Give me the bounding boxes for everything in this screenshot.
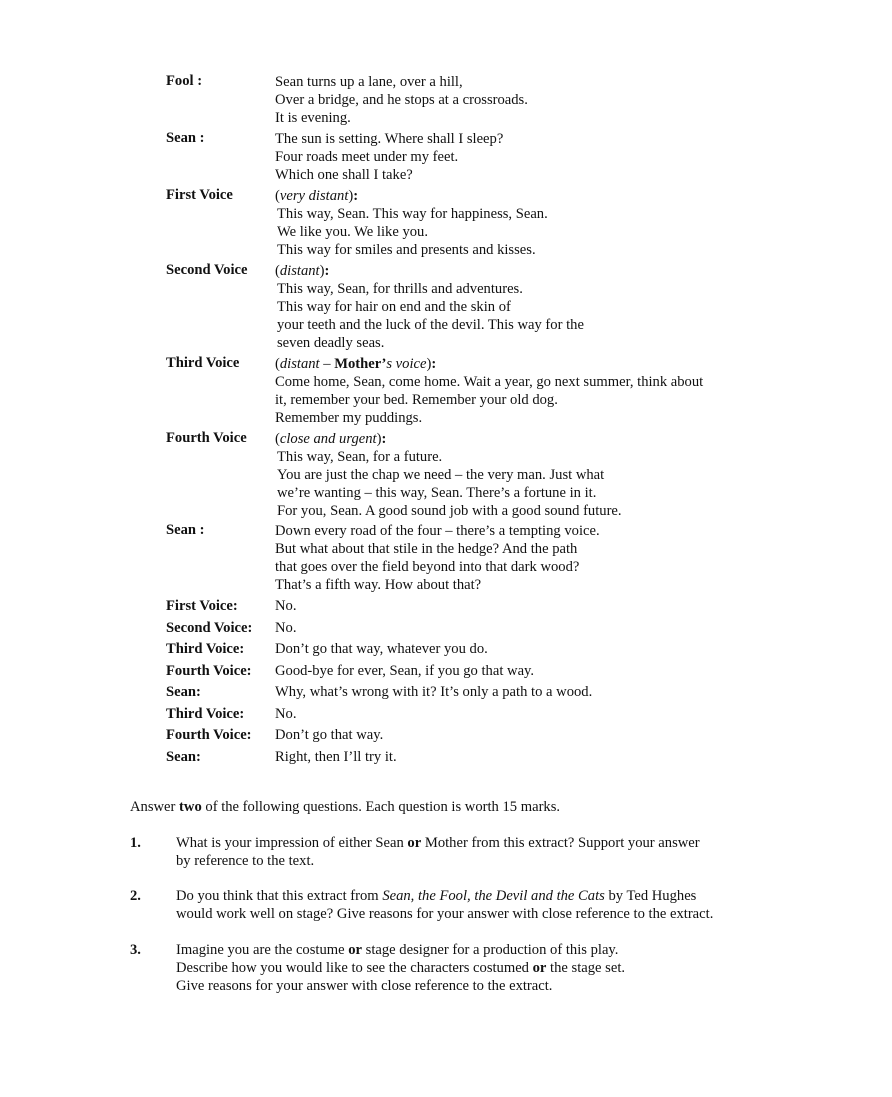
speech-text [275,430,622,520]
question-line: Imagine you are the costume or stage designer for a production of this play. [176,942,619,958]
stage-direction: (distant): [275,263,330,279]
speech-line: Over a bridge, and he stops at a crossroads. [275,92,528,108]
speech-line: No. [275,706,297,722]
speech-text [275,522,600,594]
speech-text [275,130,503,184]
instructions-emphasis: two [179,799,202,815]
speech-line: it, remember your bed. Remember your old dog. [275,392,558,408]
stage-direction-text: very distant [279,188,349,204]
speech-line: This way, Sean. This way for happiness, Sean. [277,206,548,222]
question-text [176,941,625,995]
speech-line: The sun is setting. Where shall I sleep? [275,131,504,147]
speech-line: your teeth and the luck of the devil. This way for the [277,317,584,333]
speech-line: No. [275,598,297,614]
speech-line: that goes over the field beyond into that dark wood? [275,559,580,575]
speaker-label: First Voice: [166,598,238,614]
speaker-label: Fourth Voice [166,430,247,446]
question-text [176,887,713,923]
speech-line: Which one shall I take? [275,167,413,183]
speaker-label: Sean: [166,684,201,700]
speech-line: This way for hair on end and the skin of [277,299,511,315]
speaker-label: Sean: [166,749,201,765]
speech-line: Right, then I’ll try it. [275,749,397,765]
speech-line: we’re wanting – this way, Sean. There’s a fortune in it. [277,485,597,501]
stage-direction-text: close and urgent [279,431,377,447]
speaker-label: Fourth Voice: [166,727,252,743]
speech-line: Good-bye for ever, Sean, if you go that way. [275,663,535,679]
speaker-label: Third Voice: [166,641,245,657]
speaker-label: Fourth Voice: [166,663,252,679]
speech-text [275,73,528,127]
speaker-label: Second Voice [166,262,248,278]
stage-direction: (close and urgent): [275,431,387,447]
question-line: What is your impression of either Sean or Mother from this extract? Support your answer [176,835,700,851]
question-line: would work well on stage? Give reasons for your answer with close reference to the extract. [176,906,714,922]
stage-direction: (distant – Mother’s voice): [275,356,437,372]
speech-line: For you, Sean. A good sound job with a good sound future. [277,503,622,519]
question-line: Do you think that this extract from Sean, the Fool, the Devil and the Cats by Ted Hughes [176,888,697,904]
question-number: 3. [130,942,141,958]
speaker-label: Second Voice: [166,620,253,636]
speech-line: We like you. We like you. [277,224,428,240]
speech-line: No. [275,620,297,636]
stage-direction-text: distant – [279,356,331,372]
speech-line: You are just the chap we need – the very man. Just what [277,467,605,483]
question-line: by reference to the text. [176,853,315,869]
speaker-label: Third Voice: [166,706,245,722]
question-line: Describe how you would like to see the characters costumed or the stage set. [176,960,626,976]
speech-line: Come home, Sean, come home. Wait a year, go next summer, think about [275,374,704,390]
speech-line: Four roads meet under my feet. [275,149,459,165]
speech-line: But what about that stile in the hedge? And the path [275,541,578,557]
speech-line: This way, Sean, for a future. [277,449,443,465]
instructions-text: of the following questions. Each question is worth 15 marks. [201,799,561,815]
speech-line: Why, what’s wrong with it? It’s only a path to a wood. [275,684,593,700]
speaker-label: Sean : [166,130,205,146]
speech-text [275,262,584,352]
instructions-text: Answer [130,799,180,815]
speech-line: It is evening. [275,110,351,126]
speech-line: Don’t go that way. [275,727,384,743]
speech-line: seven deadly seas. [277,335,385,351]
question-number: 2. [130,888,141,904]
speaker-label: First Voice [166,187,233,203]
speech-text [275,187,548,259]
stage-direction-bold: Mother’ [334,356,387,372]
speech-text [275,355,703,427]
speech-line: Down every road of the four – there’s a tempting voice. [275,523,600,539]
speech-line: Don’t go that way, whatever you do. [275,641,488,657]
stage-direction: (very distant): [275,188,359,204]
speech-line: Sean turns up a lane, over a hill, [275,74,463,90]
stage-direction-text: distant [279,263,320,279]
speaker-label: Third Voice [166,355,240,371]
question-number: 1. [130,835,141,851]
stage-direction-text: s voice [386,356,427,372]
speech-line: Remember my puddings. [275,410,423,426]
instructions [130,798,560,816]
question-line: Give reasons for your answer with close reference to the extract. [176,978,553,994]
speaker-label: Sean : [166,522,205,538]
speech-line: This way, Sean, for thrills and adventures. [277,281,523,297]
speech-line: That’s a fifth way. How about that? [275,577,482,593]
speech-line: This way for smiles and presents and kisses. [277,242,536,258]
speaker-label: Fool : [166,73,203,89]
question-text [176,834,700,870]
